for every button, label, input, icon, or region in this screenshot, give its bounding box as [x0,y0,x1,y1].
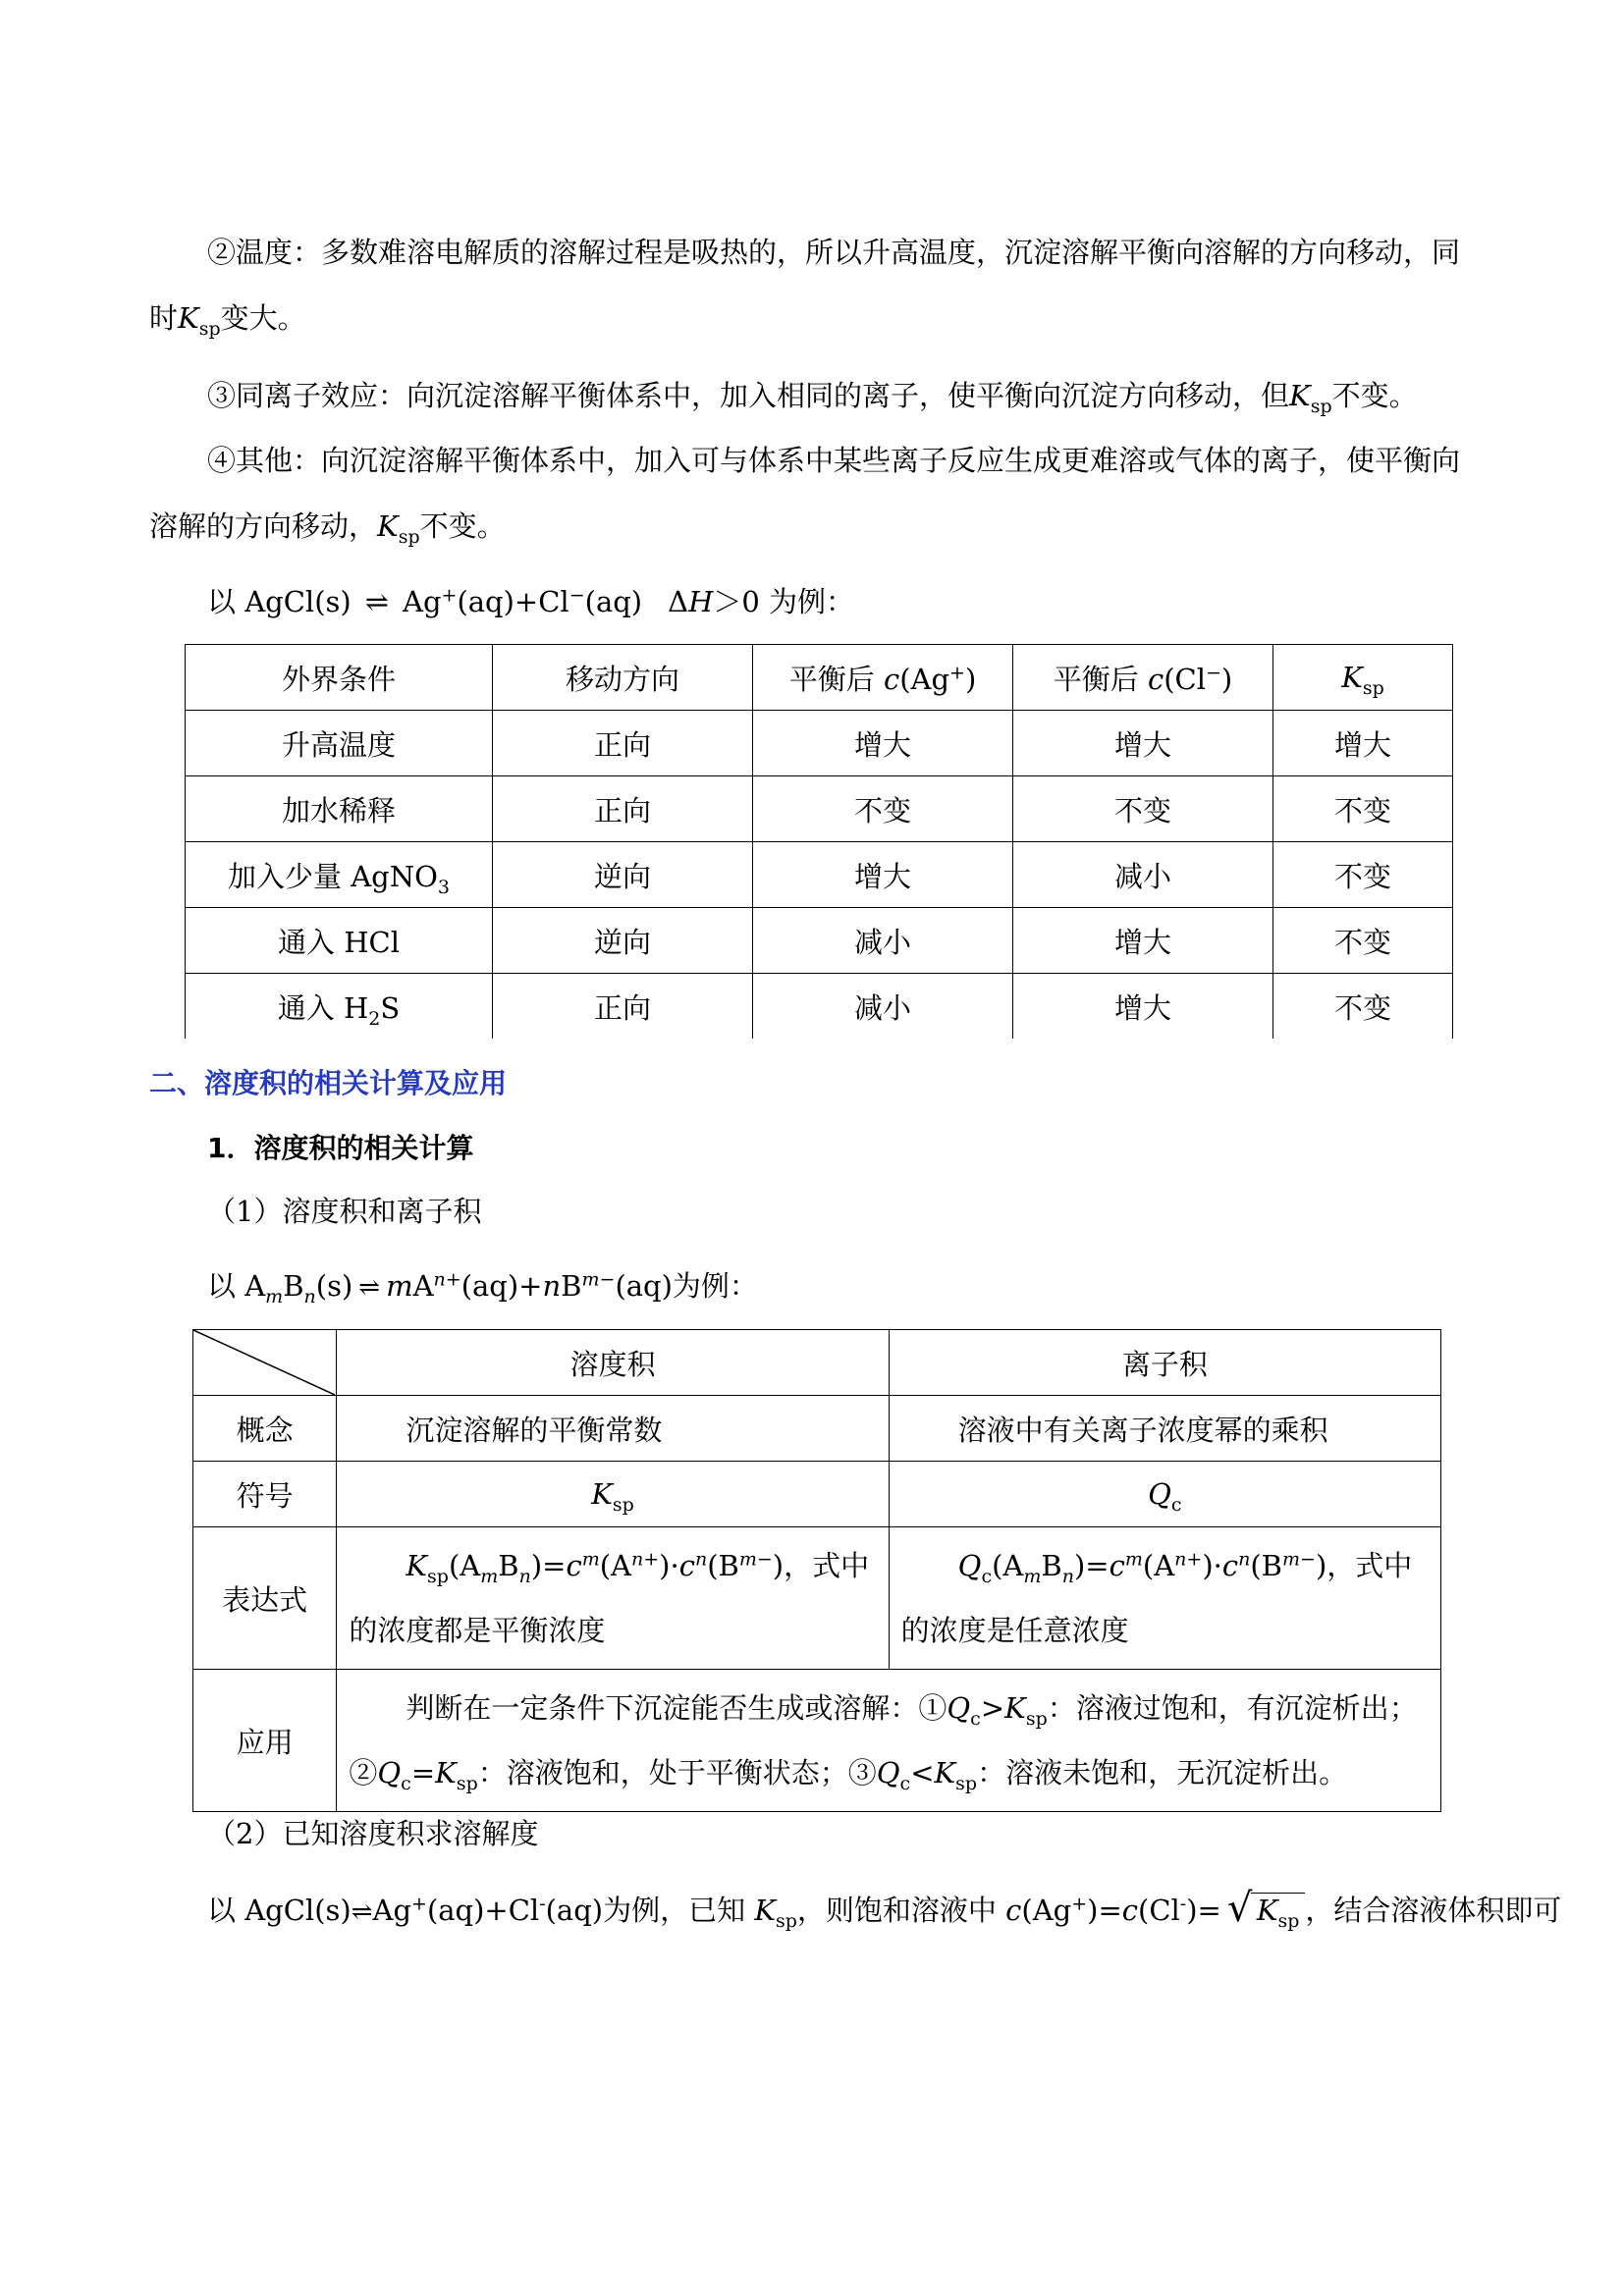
table-cell: 不变 [1273,908,1453,974]
ksp-factors-table [185,644,1453,1039]
table-cell: 逆向 [493,842,753,908]
diagonal-corner-cell [193,1330,337,1396]
table-cell: 正向 [493,711,753,776]
table-cell: 通入 HCl [186,908,493,974]
final-paragraph: 以 AgCl(s)⇌Ag+(aq)+Cl-(aq)为例，已知 $K_{sp}$，则饱和溶液中 c(Ag+)=c(Cl-)= √ $K_{sp}$ ，结合溶液体积即可 [207,1886,1562,1932]
table-cell: $Q_c$ [889,1462,1440,1527]
table-cell: 加水稀释 [186,776,493,842]
subsection-title: 1．溶度积的相关计算 [207,1132,474,1164]
table-header-row [193,1330,1441,1396]
table-cell: 正向 [493,974,753,1040]
table-header: 移动方向 [493,645,753,711]
table-row [186,776,1453,842]
diagonal-line [193,1330,335,1395]
table-row [186,974,1453,1040]
table-header: 平衡后 c(Cl−) [1013,645,1273,711]
table-row [186,842,1453,908]
table-row [193,1670,1441,1812]
table-cell: 增大 [753,711,1013,776]
table-cell: 通入 $H_2S$ [186,974,493,1040]
table-cell: 沉淀溶解的平衡常数 [337,1396,889,1462]
table-cell: 不变 [1273,842,1453,908]
table-cell: 溶液中有关离子浓度幂的乘积 [889,1396,1440,1462]
table-cell: 增大 [1013,908,1273,974]
table-header: 溶度积 [337,1330,889,1396]
table-cell: 增大 [1013,974,1273,1040]
paragraph-other: ④其他：向沉淀溶解平衡体系中，加入可与体系中某些离子反应生成更难溶或气体的离子，使平衡向溶解的方向移动，$K_{sp}$不变。 [149,444,1461,548]
solubility-product-table [192,1329,1441,1812]
table-cell: 不变 [1273,974,1453,1040]
part-title: （1）溶度积和离子积 [207,1195,482,1228]
table-header: $K_{sp}$ [1273,645,1453,711]
paragraph-temperature: ②温度：多数难溶电解质的溶解过程是吸热的，所以升高温度，沉淀溶解平衡向溶解的方向移动，同时$K_{sp}$变大。 [149,236,1461,340]
table-cell: 不变 [1013,776,1273,842]
table-cell: 增大 [1273,711,1453,776]
table-header: 平衡后 c(Ag+) [753,645,1013,711]
example-ambn: 以 $A_mB_n(s)$ ⇌ $mA^{n+}(aq)+nB^{m-}(aq)$为例： [207,1268,758,1308]
table-cell: 升高温度 [186,711,493,776]
row-label: 符号 [193,1462,337,1527]
table-cell: 逆向 [493,908,753,974]
table-header: 离子积 [889,1330,1440,1396]
table-row [193,1396,1441,1462]
section-title: 二、溶度积的相关计算及应用 [149,1067,508,1099]
table-header-row [186,645,1453,711]
equilibrium-arrow: ⇌ [351,1897,373,1927]
table-cell: 判断在一定条件下沉淀能否生成或溶解：$①Q_c>K_{sp}$：溶液过饱和，有沉淀析出；$②Q_c=K_{sp}$：溶液饱和，处于平衡状态；$③Q_c<K_{sp}$：溶液未饱和，无沉淀析出。 [337,1670,1441,1812]
table-cell: $Q_c(A_mB_n)=c^m(A^{n+})\cdot c^n(B^{m-})$，式中的浓度是任意浓度 [889,1527,1440,1670]
table-cell: $K_{sp}$ [337,1462,889,1527]
table-cell: 不变 [753,776,1013,842]
row-label: 表达式 [193,1527,337,1670]
table-cell: 减小 [1013,842,1273,908]
table-cell: 正向 [493,776,753,842]
table-cell: 加入少量 AgNO$_3$ [186,842,493,908]
table-cell: 增大 [1013,711,1273,776]
table-cell: 减小 [753,974,1013,1040]
table-header: 外界条件 [186,645,493,711]
table-row [186,711,1453,776]
table-row [193,1462,1441,1527]
table-row [186,908,1453,974]
table-cell: 减小 [753,908,1013,974]
table-cell: $K_{sp}(A_mB_n)=c^m(A^{n+})\cdot c^n(B^{m-})$，式中的浓度都是平衡浓度 [337,1527,889,1670]
table-row [193,1527,1441,1670]
equilibrium-arrow: ⇌ [364,585,390,618]
square-root: √ $K_{sp}$ [1227,1894,1306,1927]
table-cell: 不变 [1273,776,1453,842]
table-cell: 增大 [753,842,1013,908]
paragraph-common-ion: ③同离子效应：向沉淀溶解平衡体系中，加入相同的离子，使平衡向沉淀方向移动，但$K_{sp}$不变。 [207,379,1418,417]
example-agcl: 以 AgCl(s) ⇌ Ag+(aq)+Cl−(aq) ΔH＞0 为例： [207,584,855,618]
part-title: （2）已知溶度积求溶解度 [207,1817,539,1850]
row-label: 应用 [193,1670,337,1812]
equilibrium-arrow: ⇌ [358,1273,381,1303]
row-label: 概念 [193,1396,337,1462]
